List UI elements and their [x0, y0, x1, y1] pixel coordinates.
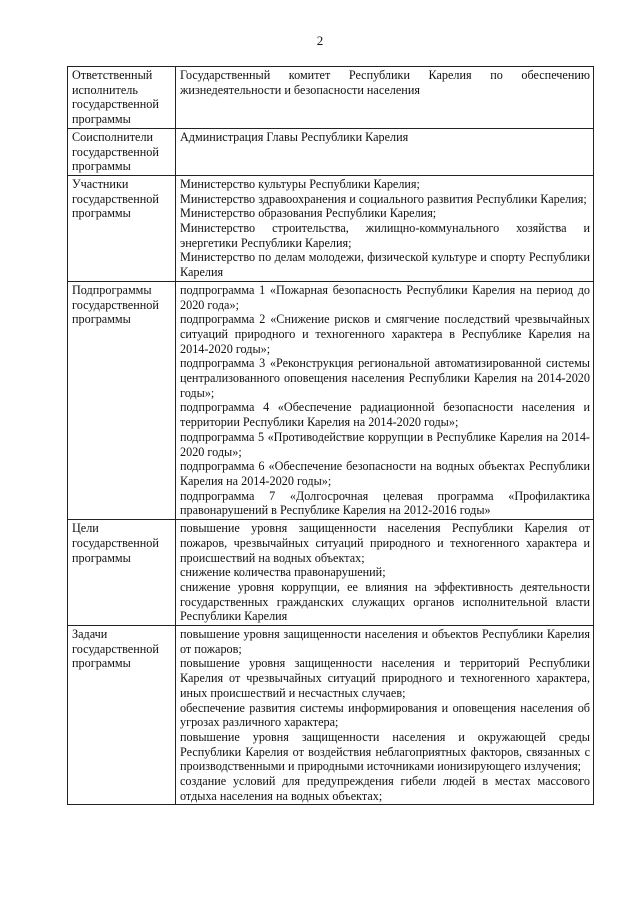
table-row: [68, 175, 594, 281]
content-paragraph: Министерство строительства, жилищно-коммунального хозяйства и энергетики Республики Карелия;: [180, 221, 590, 250]
content-paragraph: Министерство по делам молодежи, физической культуре и спорту Республики Карелия: [180, 250, 590, 280]
content-paragraph: Государственный комитет Республики Карелия по обеспечению жизнедеятельности и безопасности населения: [180, 68, 590, 97]
row-label: Участники государственной программы: [68, 175, 176, 281]
content-paragraph: подпрограмма 2 «Снижение рисков и смягчение последствий чрезвычайных ситуаций природного и техногенного характера в Республике Карелия на 2014-2020 годы»;: [180, 312, 590, 356]
row-label: Соисполнители государственной программы: [68, 128, 176, 175]
content-paragraph: подпрограмма 1 «Пожарная безопасность Республики Карелия на период до 2020 года»;: [180, 282, 590, 312]
row-content: [176, 67, 594, 129]
row-content: [176, 520, 594, 626]
row-content: [176, 281, 594, 519]
passport-table-body: [68, 67, 594, 805]
content-paragraph: повышение уровня защищенности населения и территорий Республики Карелия от чрезвычайных ситуаций природного и техногенного характера, иных происшествий и несчастных случаев;: [180, 656, 590, 700]
content-paragraph: Министерство культуры Республики Карелия;: [180, 176, 420, 191]
table-row: [68, 281, 594, 519]
content-paragraph: снижение уровня коррупции, ее влияния на эффективность деятельности государственных гражданских служащих органов исполнительной власти Республики Карелия: [180, 579, 590, 624]
content-paragraph: Администрация Главы Республики Карелия: [180, 129, 409, 144]
content-paragraph: создание условий для предупреждения гибели людей в местах массового отдыха населения на водных объектах;: [180, 774, 590, 803]
row-content: [176, 128, 594, 175]
content-paragraph: подпрограмма 6 «Обеспечение безопасности на водных объектах Республики Карелия на 2014-2020 годы»;: [180, 459, 590, 488]
row-label: Цели государственной программы: [68, 520, 176, 626]
row-label: Задачи государственной программы: [68, 626, 176, 805]
row-content: [176, 626, 594, 805]
content-paragraph: подпрограмма 3 «Реконструкция региональной автоматизированной системы централизованного оповещения населения Республики Карелия на 2014-2020 годы»;: [180, 356, 590, 400]
row-label: Подпрограммы государственной программы: [68, 281, 176, 519]
content-paragraph: подпрограмма 5 «Противодействие коррупции в Республике Карелия на 2014-2020 годы»;: [180, 429, 590, 459]
content-paragraph: подпрограмма 7 «Долгосрочная целевая программа «Профилактика правонарушений в Республике Карелия на 2012-2016 годы»: [180, 488, 590, 518]
table-row: [68, 128, 594, 175]
content-paragraph: Министерство здравоохранения и социального развития Республики Карелия;: [180, 191, 587, 206]
content-paragraph: повышение уровня защищенности населения и окружающей среды Республики Карелия от воздействия неблагоприятных факторов, связанных с производственными и природными источниками ионизирующего излучения;: [180, 729, 590, 774]
row-label: Ответственный исполнитель государственной программы: [68, 67, 176, 129]
content-paragraph: подпрограмма 4 «Обеспечение радиационной безопасности населения и территории Республики Карелия на 2014-2020 годы»;: [180, 400, 590, 430]
page-number: 2: [316, 33, 324, 48]
table-row: [68, 626, 594, 805]
row-content: [176, 175, 594, 281]
content-paragraph: повышение уровня защищенности населения Республики Карелия от пожаров, чрезвычайных ситуаций природного и техногенного характера и происшествий на водных объектах;: [180, 521, 590, 565]
program-passport-table: [67, 66, 594, 805]
table-row: [68, 520, 594, 626]
content-paragraph: снижение количества правонарушений;: [180, 565, 386, 580]
content-paragraph: Министерство образования Республики Карелия;: [180, 206, 437, 221]
content-paragraph: повышение уровня защищенности населения и объектов Республики Карелия от пожаров;: [180, 627, 590, 656]
content-paragraph: обеспечение развития системы информирования и оповещения населения об угрозах различного характера;: [180, 700, 590, 730]
table-row: [68, 67, 594, 129]
